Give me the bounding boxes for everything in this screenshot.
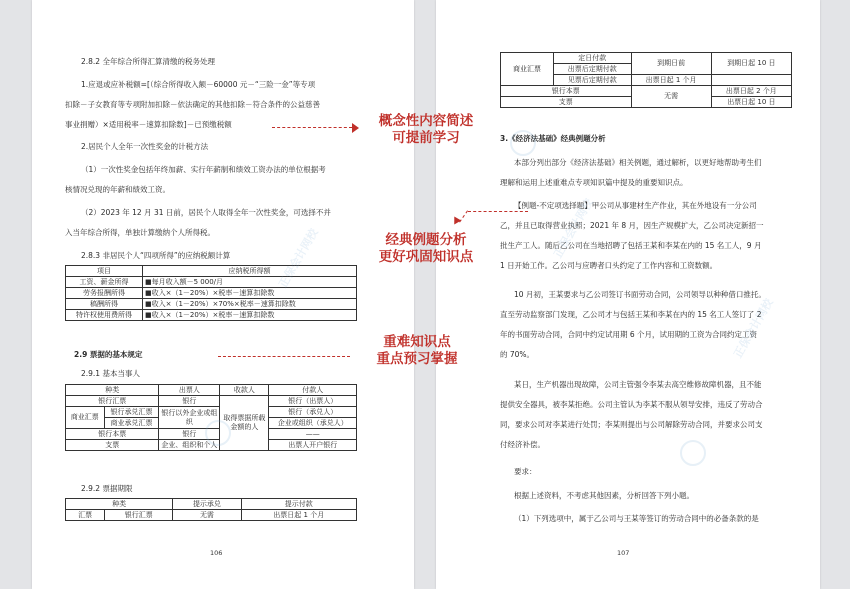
watermark-logo-icon bbox=[205, 420, 231, 446]
table-header: 付款人 bbox=[269, 385, 357, 396]
paragraph: 某日，生产机器出现故障，公司主管强令李某去高空维修故障机器，且不能 bbox=[514, 380, 762, 389]
table-row: 银行汇票 银行 取得票据所载金额的人 银行（出票人） bbox=[66, 396, 357, 407]
paragraph: 理解和运用上述重难点专项知识篇中提及的重要知识点。 bbox=[500, 178, 688, 187]
callout-3-dashed-line bbox=[218, 356, 350, 357]
table-row: 支票 出票日起 10 日 bbox=[501, 97, 792, 108]
callout-line: 重点预习掌握 bbox=[376, 351, 458, 367]
term-table bbox=[65, 498, 357, 521]
paragraph: 同，要求公司对李某进行处罚；李某则提出与公司解除劳动合同，并要求公司支 bbox=[500, 420, 763, 429]
formula-line: 1.应退或应补税额=[（综合所得收入额－60000 元－“三险一金”等专项 bbox=[81, 80, 316, 89]
watermark-text: 正保会计网校 bbox=[551, 196, 596, 261]
page-number: 107 bbox=[617, 549, 630, 557]
table-row: 稿酬所得 ■收入×（1－20%）×70%×税率－速算扣除数 bbox=[66, 299, 357, 310]
paragraph: 年的书面劳动合同，合同中约定试用期 6 个月，试用期的工资为合同约定工资 bbox=[500, 330, 758, 339]
paragraph: 的 70%。 bbox=[500, 350, 535, 359]
section-heading-2-9: 2.9 票据的基本规定 bbox=[74, 350, 143, 359]
callout-line: 概念性内容简述 bbox=[378, 113, 474, 129]
table-header: 项目 bbox=[66, 266, 143, 277]
table-header: 提示承兑 bbox=[173, 499, 241, 510]
example-question: 【例题-不定项选择题】甲公司从事建材生产作业，其在外地设有一分公司 bbox=[514, 201, 757, 210]
example-question: 乙，并且已取得营业执照；2021 年 8 月，因生产规模扩大，乙公司决定新招一 bbox=[500, 221, 764, 230]
paragraph: （2）2023 年 12 月 31 日前，居民个人取得全年一次性奖金，可选择不并 bbox=[81, 208, 331, 217]
example-question: 批生产工人。随后乙公司在当地招聘了包括王某和李某在内的 15 名工人，9 月 bbox=[500, 241, 762, 250]
callout-key-points bbox=[362, 334, 472, 368]
paragraph: 本部分列出部分《经济法基础》相关例题，通过解析，以更好地帮助考生们 bbox=[514, 158, 762, 167]
table-row: 见票后定期付款 出票日起 1 个月 bbox=[501, 75, 792, 86]
paragraph: 直至劳动监察部门发现，乙公司才与包括王某和李某在内的 15 名工人签订了 2 bbox=[500, 310, 762, 319]
table-header: 种类 bbox=[66, 499, 173, 510]
table-row: 劳务报酬所得 ■收入×（1－20%）×税率－速算扣除数 bbox=[66, 288, 357, 299]
table-header: 种类 bbox=[66, 385, 159, 396]
watermark-text: 正保会计网校 bbox=[731, 296, 776, 361]
paragraph: 根据上述资料，不考虑其他因素，分析回答下列小题。 bbox=[514, 491, 694, 500]
table-row: 特许权使用费所得 ■收入×（1－20%）×税率－速算扣除数 bbox=[66, 310, 357, 321]
section-heading-3: 3.《经济法基础》经典例题分析 bbox=[500, 134, 606, 143]
requirement-label: 要求： bbox=[514, 467, 537, 476]
callout-1-dashed-line bbox=[272, 127, 352, 128]
paragraph: 付经济补偿。 bbox=[500, 440, 545, 449]
table-row: 工资、薪金所得 ■每月收入额－5 000/月 bbox=[66, 277, 357, 288]
question-1: （1）下列选项中，属于乙公司与王某等签订的劳动合同中的必备条款的是 bbox=[514, 514, 759, 523]
watermark-logo-icon bbox=[680, 440, 706, 466]
callout-example bbox=[357, 232, 495, 266]
table-row: 汇票 银行汇票 无需 出票日起 1 个月 bbox=[66, 510, 357, 521]
table-row: 出票后定期付款 bbox=[501, 64, 792, 75]
formula-line: 扣除－子女教育等专项附加扣除－依法确定的其他扣除－符合条件的公益慈善 bbox=[65, 100, 320, 109]
paragraph: （1）一次性奖金包括年终加薪、实行年薪制和绩效工资办法的单位根据考 bbox=[81, 165, 326, 174]
section-heading-2-8-3: 2.8.3 非居民个人“四项所得”的应纳税额计算 bbox=[81, 251, 231, 260]
tax-table bbox=[65, 265, 357, 321]
table-row: 商业汇票 定日付款 到期日前 到期日起 10 日 bbox=[501, 53, 792, 64]
section-heading-2-8-2: 2.8.2 全年综合所得汇算清缴的税务处理 bbox=[81, 57, 215, 66]
table-row: 商业承兑汇票 企业或组织（承兑人） bbox=[66, 418, 357, 429]
paragraph: 2.居民个人全年一次性奖金的计税方法 bbox=[81, 142, 209, 151]
paragraph: 入当年综合所得，单独计算缴纳个人所得税。 bbox=[65, 228, 215, 237]
section-heading-2-9-2: 2.9.2 票据期限 bbox=[81, 484, 133, 493]
watermark-logo-icon bbox=[510, 130, 536, 156]
paragraph: 核情况兑现的年薪和绩效工资。 bbox=[65, 185, 170, 194]
page-number: 106 bbox=[210, 549, 223, 557]
example-question: 1 日开始工作。乙公司与应聘者口头约定了工作内容和工资数额。 bbox=[500, 261, 718, 270]
watermark-text: 正保会计网校 bbox=[276, 226, 321, 291]
section-heading-2-9-1: 2.9.1 基本当事人 bbox=[81, 369, 140, 378]
paragraph: 10 月初，王某要求与乙公司签订书面劳动合同，公司领导以种种借口推托。 bbox=[514, 290, 766, 299]
callout-concept bbox=[362, 113, 490, 147]
table-row: 支票 企业、组织和个人 出票人开户银行 bbox=[66, 440, 357, 451]
paragraph: 提供安全器具，被李某拒绝。公司主管认为李某不服从领导安排，违反了劳动合 bbox=[500, 400, 763, 409]
callout-line: 更好巩固知识点 bbox=[378, 249, 474, 265]
table-header: 出票人 bbox=[159, 385, 220, 396]
callout-line: 可提前学习 bbox=[392, 130, 460, 146]
left-page bbox=[32, 0, 414, 589]
table-row: 银行本票 无需 出票日起 2 个月 bbox=[501, 86, 792, 97]
callout-line: 重难知识点 bbox=[383, 334, 451, 350]
callout-2-dashed-line bbox=[468, 211, 528, 212]
table-header: 提示付款 bbox=[241, 499, 356, 510]
table-header: 收款人 bbox=[220, 385, 269, 396]
callout-line: 经典例题分析 bbox=[385, 232, 467, 248]
table-header: 应纳税所得额 bbox=[143, 266, 357, 277]
callout-1-arrow-icon bbox=[352, 123, 359, 133]
formula-line: 事业捐赠）×适用税率－速算扣除数]－已预缴税额 bbox=[65, 120, 232, 129]
term-table-continued bbox=[500, 52, 792, 108]
table-row: 商业汇票 银行承兑汇票 银行以外企业或组织 银行（承兑人） bbox=[66, 407, 357, 418]
table-row: 银行本票 银行 —— bbox=[66, 429, 357, 440]
